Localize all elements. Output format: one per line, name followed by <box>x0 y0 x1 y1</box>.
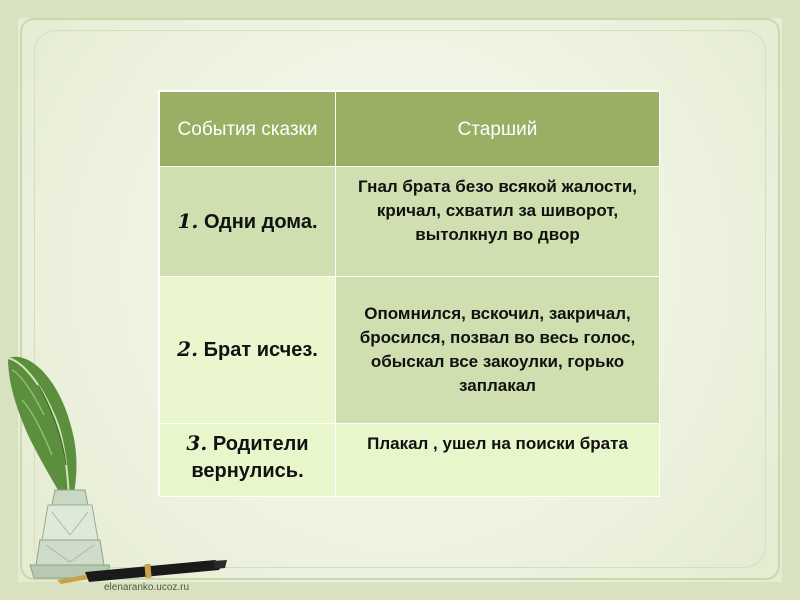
event-text: Брат исчез. <box>203 339 318 361</box>
description-cell: Гнал брата безо всякой жалости, кричал, схватил за шиворот, вытолкнул во двор <box>336 167 660 277</box>
table-row <box>160 167 660 277</box>
event-number: 2. <box>177 337 199 361</box>
event-text: Родители вернулись. <box>191 433 309 482</box>
event-text: Одни дома. <box>203 210 318 233</box>
site-url: elenaranko.ucoz.ru <box>104 582 190 593</box>
event-number: 1. <box>177 208 199 233</box>
table-row <box>160 277 660 424</box>
event-cell <box>160 167 336 277</box>
event-cell <box>160 277 336 424</box>
header-elder: Старший <box>336 92 660 167</box>
story-table <box>158 90 658 495</box>
description-cell: Плакал , ушел на поиски брата <box>336 424 660 497</box>
events-table <box>159 91 660 497</box>
table-header-row <box>160 92 660 167</box>
quill-inkwell-icon <box>0 340 110 585</box>
event-number: 3. <box>186 431 208 455</box>
header-events: События сказки <box>160 92 336 167</box>
event-cell <box>160 424 336 497</box>
description-cell: Опомнился, вскочил, закричал, бросился, позвал во весь голос, обыскал все закоулки, горько заплакал <box>336 277 660 424</box>
table-row <box>160 424 660 497</box>
